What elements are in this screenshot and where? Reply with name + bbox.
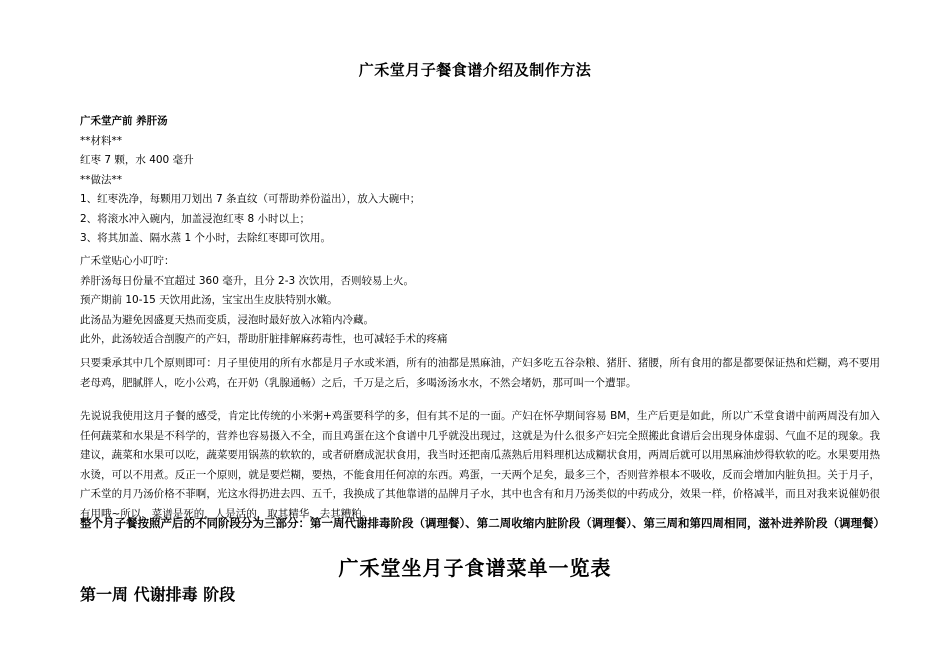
tips-heading: 广禾堂贴心小叮咛： [80, 255, 175, 267]
principles-paragraph [80, 354, 880, 393]
tip-line: 预产期前 10-15 天饮用此汤，宝宝出生皮肤特别水嫩。 [80, 294, 338, 306]
materials-text: 红枣 7 颗，水 400 毫升 [80, 154, 194, 166]
experience-text: 先说说我使用这月子餐的感受，肯定比传统的小米粥+鸡蛋要科学的多，但有其不足的一面。产妇在怀孕期间容易 BM，生产后更是如此，所以广禾堂食谱中前两周没有加入任何蔬菜和水果是不科学的，营养也容易摄入不全，而且鸡蛋在这个食谱中几乎就没出现过，这就是为什么很多产妇完全照搬此食谱后会出现身体虚弱、气血不足的现象。我建议，蔬菜和水果可以吃，蔬菜要用锅蒸的软软的，或者研磨成泥状食用，我当时还把南瓜蒸熟后用料理机达成糊状食用，两周后就可以用黑麻油炒得软软的吃。水果要用热水烫，可以不用煮。反正一个原则，就是要烂糊，要热，不能食用任何凉的东西。鸡蛋，一天两个足矣，最多三个，否则营养根本不吸收，反而会增加内脏负担。关于月子，广禾堂的月乃汤价格不菲啊，光这水得扔进去四、五千，我换成了其他靠谱的品牌月子水，其中也含有和月乃汤类似的中药成分，效果一样，价格减半，而且对我来说催奶很有用哦~所以，菜谱是死的，人是活的，取其精华，去其糟粕。 [80, 410, 880, 520]
experience-paragraph [80, 407, 880, 524]
principles-text: 只要秉承其中几个原则即可：月子里使用的所有水都是月子水或米酒，所有的油都是黑麻油，产妇多吃五谷杂粮、猪肝、猪腰，所有食用的都是都要保证热和烂糊，鸡不要用老母鸡，肥腻胖人，吃小公鸡，在开奶（乳腺通畅）之后，千万是之后，多喝汤汤水水，不然会堵奶，那可叫一个遭罪。 [80, 357, 880, 389]
method-heading: **做法** [80, 173, 122, 186]
recipe-step: 1、红枣洗净，每颗用刀划出 7 条直纹（可帮助养份溢出），放入大碗中； [80, 193, 421, 205]
tip-line: 此外，此汤较适合剖腹产的产妇，帮助肝脏排解麻药毒性，也可减轻手术的疼痛 [80, 333, 448, 345]
tips-section [80, 252, 880, 350]
recipe-step: 3、将其加盖、隔水蒸 1 个小时，去除红枣即可饮用。 [80, 232, 332, 244]
tip-line: 此汤品为避免因盛夏天热而变质，浸泡时最好放入冰箱内冷藏。 [80, 313, 374, 326]
recipe-title: 广禾堂产前 养肝汤 [80, 115, 168, 127]
materials-heading: **材料** [80, 134, 122, 147]
recipe-step: 2、将滚水冲入碗内，加盖浸泡红枣 8 小时以上； [80, 212, 311, 225]
document-title: 广禾堂月子餐食谱介绍及制作方法 [358, 61, 592, 79]
menu-title: 广禾堂坐月子食谱菜单一览表 [338, 556, 612, 580]
recipe-section [80, 112, 880, 249]
tip-line: 养肝汤每日份量不宜超过 360 毫升，且分 2-3 次饮用，否则较易上火。 [80, 274, 415, 287]
week1-heading: 第一周 代谢排毒 阶段 [80, 585, 236, 604]
stage-summary: 整个月子餐按照产后的不同阶段分为三部分：第一周代谢排毒阶段（调理餐）、第二周收缩内脏阶段（调理餐）、第三周和第四周相同，滋补进养阶段（调理餐） [80, 516, 885, 530]
